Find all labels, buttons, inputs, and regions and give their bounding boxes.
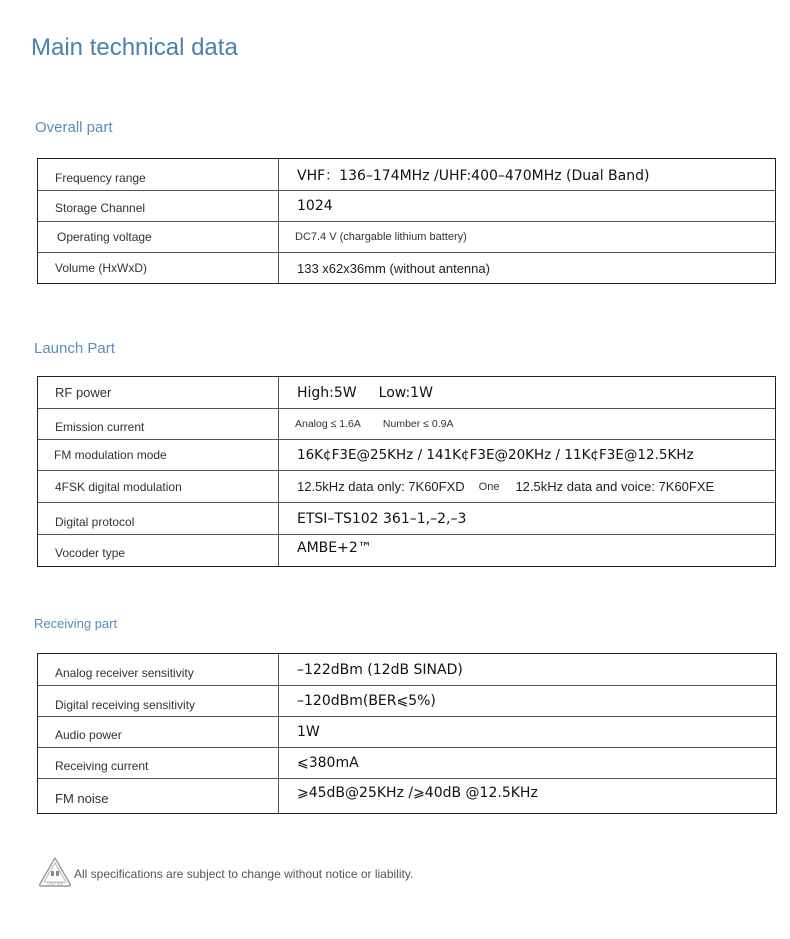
section-title-receiving: Receiving part [34,616,118,631]
spec-label: 4FSK digital modulation [38,471,279,502]
spec-value: VHF：136–174MHz /UHF:400–470MHz (Dual Band) [297,167,650,184]
fsk-data-voice: 12.5kHz data and voice: 7K60FXE [515,479,715,494]
spec-value: 133 x62x36mm (without antenna) [297,260,490,276]
spec-value: DC7.4 V (chargable lithium battery) [295,231,467,243]
receiving-spec-table [37,653,777,814]
spec-label: RF power [38,377,279,408]
footer-text: All specifications are subject to change without notice or liability. [74,867,414,881]
spec-value: ⩽380mA [297,755,359,771]
spec-value: –120dBm(BER⩽5%) [297,693,436,709]
overall-spec-table [37,158,776,284]
spec-value [279,377,775,408]
table-row [38,377,775,409]
spec-label: Frequency range [38,159,279,190]
table-row [38,159,775,191]
table-row [38,409,775,440]
rf-power-high: High:5W [297,384,357,401]
table-row [38,253,775,283]
fsk-data-only: 12.5kHz data only: 7K60FXD [297,479,465,494]
spec-label: Emission current [38,409,279,439]
caution-icon [38,856,72,888]
spec-value: –122dBm (12dB SINAD) [297,661,463,678]
emission-analog: Analog ≤ 1.6A [295,418,361,430]
spec-label: FM noise [38,779,279,813]
page-title: Main technical data [31,34,238,61]
spec-value: AMBE+2™ [297,539,372,556]
spec-label: Receiving current [38,748,279,778]
table-row [38,503,775,535]
spec-value: ⩾45dB@25KHz /⩾40dB @12.5KHz [297,785,538,801]
emission-number: Number ≤ 0.9A [382,418,454,430]
section-title-overall: Overall part [35,119,113,136]
table-row [38,748,776,779]
rf-power-low: Low:1W [378,384,433,401]
spec-label: Audio power [38,717,279,747]
spec-value [279,471,775,502]
table-row [38,654,776,686]
spec-value: ETSI–TS102 361–1,–2,–3 [297,510,467,527]
table-row [38,440,775,471]
section-title-launch: Launch Part [34,340,115,357]
spec-label: Operating voltage [38,222,279,252]
footer-disclaimer [38,856,413,888]
spec-label: Volume (HxWxD) [38,253,279,283]
spec-label: Digital protocol [38,503,279,534]
launch-spec-table [37,376,776,567]
table-row [38,535,775,566]
table-row [38,686,776,717]
caution-icon-label: CAUTION [46,881,64,886]
table-row [38,191,775,222]
spec-value [279,409,775,439]
table-row [38,471,775,503]
spec-value: 16K¢F3E@25KHz / 141K¢F3E@20KHz / 11K¢F3E@12.5KHz [297,447,694,463]
spec-label: Analog receiver sensitivity [38,654,279,685]
table-row [38,717,776,748]
spec-label: Vocoder type [38,535,279,566]
fsk-separator: One [478,480,500,493]
spec-label: FM modulation mode [38,440,279,470]
spec-value: 1024 [297,198,333,214]
spec-value: 1W [297,724,320,740]
spec-label: Storage Channel [38,191,279,221]
table-row [38,222,775,253]
spec-label: Digital receiving sensitivity [38,686,279,716]
table-row [38,779,776,813]
